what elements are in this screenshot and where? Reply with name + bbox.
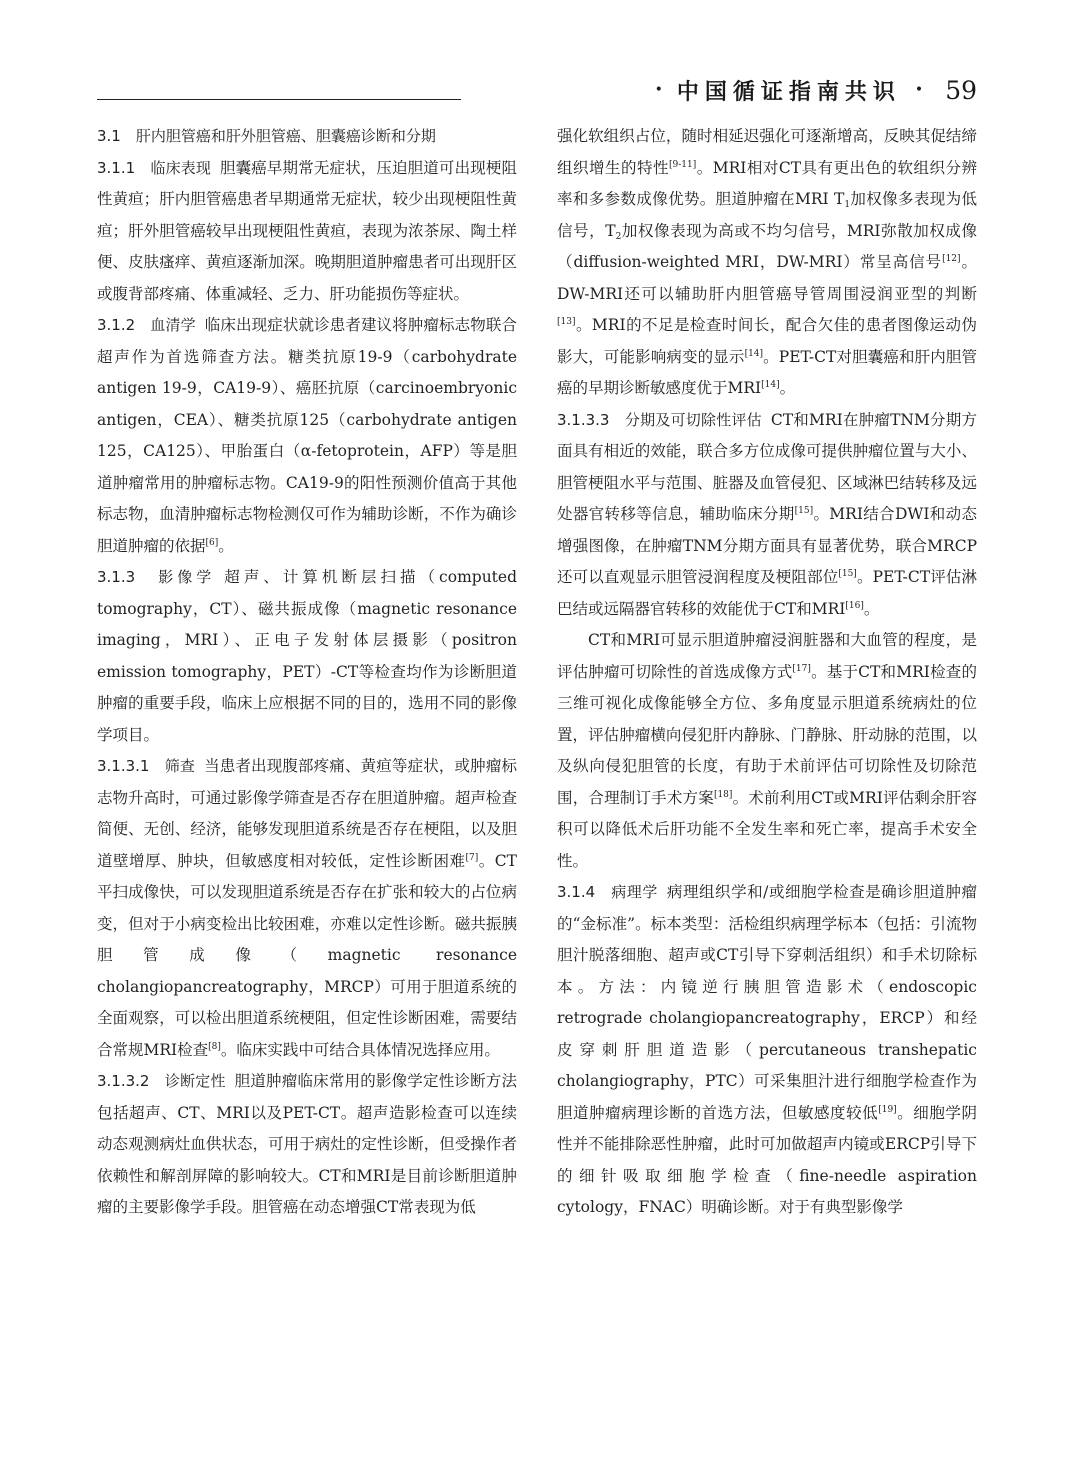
citation-ref: [6] (205, 537, 219, 548)
subscript: 2 (615, 231, 622, 242)
paragraph-3-1-3-3 (557, 405, 977, 626)
paragraph-text: 。 (218, 536, 234, 555)
header-rule (97, 99, 461, 100)
paragraph-text: 。MRI的不足是检查时间长，配合欠佳的患者图像运动伪影大，可能影响病变的显示 (557, 316, 977, 366)
paragraph-3-1-1 (97, 153, 517, 311)
paragraph-text: 。PET-CT对胆囊癌和肝内胆管癌的早期诊断敏感度优于MRI (557, 347, 977, 397)
subsection-heading-3-1-1: 3.1.1 临床表现 (97, 158, 211, 177)
paragraph-resectability (557, 625, 977, 877)
paragraph-text: 病理组织学和/或细胞学检查是确诊胆道肿瘤的“金标准”。标本类型：活检组织病理学标本（包括：引流物胆汁脱落细胞、超声或CT引导下穿刺活组织）和手术切除标本。方法：内镜逆行胰胆管造影术（endoscopic retrograde cholangiopancreatography，ERCP）和经皮穿刺肝胆道造影（percutaneous transhepatic cholangiography，PTC）可采集胆汁进行细胞学检查作为胆道肿瘤病理诊断的首选方法，但敏感度较低 (557, 883, 977, 1122)
journal-title: 中国循证指南共识 (676, 78, 901, 105)
subsection-heading-3-1-3-2: 3.1.3.2 诊断定性 (97, 1072, 226, 1090)
citation-ref: [15] (838, 569, 857, 579)
paragraph-text: 超声、计算机断层扫描（computed tomography，CT）、磁共振成像（magnetic resonance imaging，MRI）、正电子发射体层摄影（positron emission tomography，PET）-CT等检查均作为诊断胆道肿瘤的重要手段，临床上应根据不同的目的，选用不同的影像学项目。 (97, 568, 517, 744)
paragraph-text: 。临床实践中可结合具体情况选择应用。 (220, 1040, 500, 1059)
paragraph-3-1-4 (557, 877, 977, 1224)
citation-ref: [19] (878, 1104, 897, 1115)
paragraph-3-1-2 (97, 310, 517, 562)
header-bullet-right: • (914, 82, 924, 98)
citation-ref: [17] (792, 663, 811, 674)
paragraph-text: 加权像多表现为低信号，T (557, 190, 977, 240)
paragraph-text: 临床出现症状就诊患者建议将肿瘤标志物联合超声作为首选筛查方法。糖类抗原19-9（carbohydrate antigen 19-9，CA19-9）、癌胚抗原（carcinoembryonic antigen，CEA）、糖类抗原125（carbohydrate antigen 125，CA125）、甲胎蛋白（α-fetoprotein，AFP）等是胆道肿瘤常用的肿瘤标志物。CA19-9的阳性预测价值高于其他标志物，血清肿瘤标志物检测仅可作为辅助诊断，不作为确诊胆道肿瘤的依据 (97, 316, 517, 555)
citation-ref: [8] (208, 1041, 221, 1052)
paragraph-text: 加权像表现为高或不均匀信号，MRI弥散加权成像（diffusion-weighted MRI，DW-MRI）常呈高信号 (557, 221, 977, 271)
right-column (557, 121, 977, 1411)
paragraph-3-1-3-2 (97, 1066, 517, 1224)
citation-ref: [9-11] (668, 159, 697, 170)
paragraph-text: CT和MRI在肿瘤TNM分期方面具有相近的效能，联合多方位成像可提供肿瘤位置与大小、胆管梗阻水平与范围、脏器及血管侵犯、区域淋巴结转移及远处器官转移等信息，辅助临床分期 (557, 410, 977, 523)
subsection-heading-3-1-3-1: 3.1.3.1 筛查 (97, 757, 196, 775)
paragraph-text: 。细胞学阴性并不能排除恶性肿瘤，此时可加做超声内镜或ERCP引导下的细针吸取细胞学检查（fine-needle aspiration cytology，FNAC）明确诊断。对于有典型影像学 (557, 1103, 977, 1216)
paragraph-text: 当患者出现腹部疼痛、黄疸等症状，或肿瘤标志物升高时，可通过影像学筛查是否存在胆道肿瘤。超声检查简便、无创、经济，能够发现胆道系统是否存在梗阻，以及胆道壁增厚、肿块，但敏感度相对较低，定性诊断困难 (97, 757, 517, 870)
citation-ref: [14] (761, 380, 780, 390)
section-heading-3-1 (97, 121, 517, 153)
paragraph-text: 。基于CT和MRI检查的三维可视化成像能够全方位、多角度显示胆道系统病灶的位置，评估肿瘤横向侵犯肝内静脉、门静脉、肝动脉的范围，以及纵向侵犯胆管的长度，有助于术前评估可切除性及切除范围，合理制订手术方案 (557, 662, 977, 807)
header-bullet-left: • (654, 82, 663, 98)
paragraph-text: 强化软组织占位，随时相延迟强化可逐渐增高，反映其促结缔组织增生的特性 (557, 127, 977, 177)
citation-ref: [13] (557, 317, 576, 327)
paragraph-text: 。术前利用CT或MRI评估剩余肝容积可以降低术后肝功能不全发生率和死亡率，提高手术安全性。 (557, 788, 977, 870)
page-number: 59 (945, 75, 977, 105)
section-heading-text: 3.1 肝内胆管癌和肝外胆管癌、胆囊癌诊断和分期 (97, 127, 436, 145)
running-head (655, 70, 977, 110)
paragraph-text: 。MRI结合DWI和动态增强图像，在肿瘤TNM分期方面具有显著优势，联合MRCP还可以直观显示胆管浸润程度及梗阻部位 (557, 505, 977, 586)
citation-ref: [14] (744, 348, 764, 359)
citation-ref: [15] (794, 506, 814, 516)
subsection-heading-3-1-4: 3.1.4 病理学 (557, 883, 658, 901)
paragraph-3-1-3 (97, 562, 517, 751)
citation-ref: [7] (465, 852, 479, 863)
paragraph-text: CT和MRI可显示胆道肿瘤浸润脏器和大血管的程度，是评估肿瘤可切除性的首选成像方式 (557, 631, 977, 681)
citation-ref: [16] (845, 600, 864, 611)
subsection-heading-3-1-2: 3.1.2 血清学 (97, 316, 196, 334)
subsection-heading-3-1-3-3: 3.1.3.3 分期及可切除性评估 (557, 410, 762, 429)
citation-ref: [12] (942, 254, 961, 264)
paragraph-text: 。MRI相对CT具有更出色的软组织分辨率和多参数成像优势。胆道肿瘤在MRI T (557, 158, 977, 208)
paragraph-text: 。 (779, 379, 796, 397)
citation-ref: [18] (713, 789, 733, 800)
left-column (97, 121, 517, 1411)
paragraph-text: 胆囊癌早期常无症状，压迫胆道可出现梗阻性黄疸；肝内胆管癌患者早期通常无症状，较少出现梗阻性黄疸；肝外胆管癌较早出现梗阻性黄疸，表现为浓茶尿、陶土样便、皮肤瘙痒、黄疸逐渐加深。晚期胆道肿瘤患者可出现肝区或腹背部疼痛、体重减轻、乏力、肝功能损伤等症状。 (97, 158, 517, 303)
paragraph-text: 胆道肿瘤临床常用的影像学定性诊断方法包括超声、CT、MRI以及PET-CT。超声造影检查可以连续动态观测病灶血供状态，可用于病灶的定性诊断，但受操作者依赖性和解剖屏障的影响较大。CT和MRI是目前诊断胆道肿瘤的主要影像学手段。胆管癌在动态增强CT常表现为低 (97, 1072, 517, 1216)
subsection-heading-3-1-3: 3.1.3 影像学 (97, 568, 216, 586)
paragraph-text: 。DW-MRI还可以辅助肝内胆管癌导管周围浸润亚型的判断 (557, 253, 977, 303)
paragraph-text: 。 (863, 599, 880, 618)
subscript: 1 (844, 200, 851, 210)
paragraph-3-1-3-1 (97, 751, 517, 1066)
paragraph-text: 。PET-CT评估淋巴结或远隔器官转移的效能优于CT和MRI (557, 568, 977, 618)
paragraph-text: 。CT平扫成像快，可以发现胆道系统是否存在扩张和较大的占位病变，但对于小病变检出比较困难，亦难以定性诊断。磁共振胰胆管成像（magnetic resonance cholangiopancreatography，MRCP）可用于胆道系统的全面观察，可以检出胆道系统梗阻，但定性诊断困难，需要结合常规MRI检查 (97, 851, 517, 1059)
paragraph-continued (557, 121, 977, 405)
